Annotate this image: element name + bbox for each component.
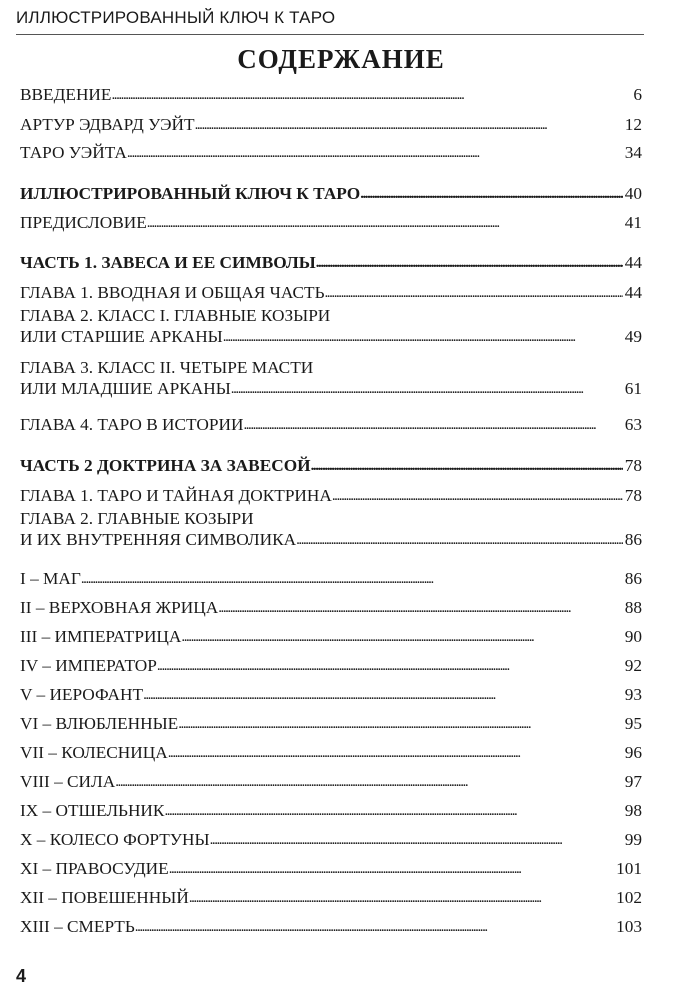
toc-entry[interactable] bbox=[20, 621, 642, 650]
toc-entry-page: 41 bbox=[624, 213, 642, 232]
toc-entry[interactable] bbox=[20, 592, 642, 621]
toc-entry-part[interactable] bbox=[20, 246, 642, 276]
toc-entry-title: ВВЕДЕНИЕ bbox=[20, 85, 112, 104]
dot-leader bbox=[195, 111, 623, 138]
toc-entry[interactable] bbox=[20, 824, 642, 853]
toc-entry-page: 103 bbox=[616, 917, 642, 936]
toc-entry-page: 78 bbox=[624, 486, 642, 505]
toc-entry[interactable] bbox=[20, 358, 642, 410]
toc-entry[interactable] bbox=[20, 479, 642, 509]
toc-entry-page: 12 bbox=[624, 115, 642, 134]
dot-leader bbox=[127, 139, 623, 166]
dot-leader bbox=[223, 325, 623, 348]
toc-entry-page: 78 bbox=[624, 456, 642, 475]
toc-entry[interactable] bbox=[20, 108, 642, 138]
toc-entry[interactable] bbox=[20, 650, 642, 679]
toc-entry-title: VIII – СИЛА bbox=[20, 772, 116, 791]
toc-entry-section[interactable] bbox=[20, 177, 642, 207]
dot-leader bbox=[168, 739, 623, 766]
toc-entry[interactable] bbox=[20, 410, 642, 438]
toc-entry-page: 88 bbox=[624, 598, 642, 617]
toc-entry-title: ПРЕДИСЛОВИЕ bbox=[20, 213, 147, 232]
dot-leader bbox=[360, 180, 623, 207]
toc-entry-page: 97 bbox=[624, 772, 642, 791]
toc-entry-title: X – КОЛЕСО ФОРТУНЫ bbox=[20, 830, 210, 849]
toc-entry-title: II – ВЕРХОВНАЯ ЖРИЦА bbox=[20, 598, 219, 617]
dot-leader bbox=[143, 681, 623, 708]
toc-entry[interactable] bbox=[20, 509, 642, 563]
toc-entry[interactable] bbox=[20, 911, 642, 940]
toc-entry[interactable] bbox=[20, 708, 642, 737]
toc-entry[interactable] bbox=[20, 853, 642, 882]
table-of-contents bbox=[20, 82, 642, 940]
toc-entry-page: 102 bbox=[616, 888, 642, 907]
toc-entry-page: 44 bbox=[624, 253, 642, 272]
dot-leader bbox=[81, 565, 623, 592]
toc-entry-page: 6 bbox=[633, 85, 642, 104]
toc-entry-title-line1: ГЛАВА 2. ГЛАВНЫЕ КОЗЫРИ bbox=[20, 509, 254, 528]
dot-leader bbox=[189, 884, 614, 911]
dot-leader bbox=[218, 594, 623, 621]
toc-entry[interactable] bbox=[20, 679, 642, 708]
dot-leader bbox=[181, 623, 622, 650]
page-number: 4 bbox=[16, 966, 27, 986]
toc-entry[interactable] bbox=[20, 795, 642, 824]
dot-leader bbox=[296, 528, 623, 551]
toc-entry-page: 98 bbox=[624, 801, 642, 820]
toc-entry-title-line1: ГЛАВА 2. КЛАСС I. ГЛАВНЫЕ КОЗЫРИ bbox=[20, 306, 331, 325]
toc-entry[interactable] bbox=[20, 82, 642, 108]
toc-entry[interactable] bbox=[20, 882, 642, 911]
toc-entry-page: 92 bbox=[624, 656, 642, 675]
toc-entry-page: 101 bbox=[616, 859, 642, 878]
toc-entry[interactable] bbox=[20, 766, 642, 795]
toc-entry-title: ИЛИ МЛАДШИЕ АРКАНЫ bbox=[20, 379, 231, 398]
toc-entry-part[interactable] bbox=[20, 449, 642, 479]
toc-entry-title: VI – ВЛЮБЛЕННЫЕ bbox=[20, 714, 179, 733]
running-head-title: ИЛЛЮСТРИРОВАННЫЙ КЛЮЧ К ТАРО bbox=[16, 8, 336, 27]
dot-leader bbox=[316, 249, 623, 276]
toc-entry-title: IX – ОТШЕЛЬНИК bbox=[20, 801, 165, 820]
toc-entry[interactable] bbox=[20, 138, 642, 166]
toc-entry[interactable] bbox=[20, 306, 642, 358]
toc-entry-title: И ИХ ВНУТРЕННЯЯ СИМВОЛИКА bbox=[20, 530, 297, 549]
toc-entry-title: АРТУР ЭДВАРД УЭЙТ bbox=[20, 115, 195, 134]
toc-entry-page: 86 bbox=[624, 530, 642, 549]
header-rule bbox=[16, 34, 644, 35]
dot-leader bbox=[111, 81, 631, 108]
toc-entry-title-line1: ГЛАВА 3. КЛАСС II. ЧЕТЫРЕ МАСТИ bbox=[20, 358, 314, 377]
dot-leader bbox=[332, 482, 623, 509]
dot-leader bbox=[325, 279, 623, 306]
dot-leader bbox=[157, 652, 623, 679]
toc-entry[interactable] bbox=[20, 737, 642, 766]
toc-entry-title: VII – КОЛЕСНИЦА bbox=[20, 743, 168, 762]
toc-entry-page: 90 bbox=[624, 627, 642, 646]
toc-entry-page: 96 bbox=[624, 743, 642, 762]
toc-entry-title: ГЛАВА 1. ТАРО И ТАЙНАЯ ДОКТРИНА bbox=[20, 486, 332, 505]
toc-entry[interactable] bbox=[20, 563, 642, 592]
toc-entry-title: ИЛИ СТАРШИЕ АРКАНЫ bbox=[20, 327, 223, 346]
toc-entry-page: 40 bbox=[624, 184, 642, 203]
toc-entry-page: 99 bbox=[624, 830, 642, 849]
toc-entry[interactable] bbox=[20, 276, 642, 306]
dot-leader bbox=[231, 377, 623, 400]
toc-entry-title: I – МАГ bbox=[20, 569, 81, 588]
toc-entry-title: III – ИМПЕРАТРИЦА bbox=[20, 627, 182, 646]
toc-entry-page: 49 bbox=[624, 327, 642, 346]
toc-entry-title: XI – ПРАВОСУДИЕ bbox=[20, 859, 169, 878]
dot-leader bbox=[169, 855, 614, 882]
dot-leader bbox=[164, 797, 622, 824]
dot-leader bbox=[147, 209, 623, 236]
toc-entry-title: ЧАСТЬ 1. ЗАВЕСА И ЕЕ СИМВОЛЫ bbox=[20, 253, 316, 272]
toc-entry-title: ТАРО УЭЙТА bbox=[20, 143, 127, 162]
toc-entry-title: ГЛАВА 1. ВВОДНАЯ И ОБЩАЯ ЧАСТЬ bbox=[20, 283, 325, 302]
toc-entry-page: 34 bbox=[624, 143, 642, 162]
toc-entry-title: ИЛЛЮСТРИРОВАННЫЙ КЛЮЧ К ТАРО bbox=[20, 184, 361, 203]
page-title: СОДЕРЖАНИЕ bbox=[237, 44, 445, 74]
toc-entry-page: 95 bbox=[624, 714, 642, 733]
toc-entry-page: 63 bbox=[624, 415, 642, 434]
toc-entry[interactable] bbox=[20, 207, 642, 236]
toc-entry-title: ГЛАВА 4. ТАРО В ИСТОРИИ bbox=[20, 415, 244, 434]
toc-entry-title: XII – ПОВЕШЕННЫЙ bbox=[20, 888, 189, 907]
toc-entry-title: IV – ИМПЕРАТОР bbox=[20, 656, 157, 675]
dot-leader bbox=[311, 452, 623, 479]
toc-entry-page: 86 bbox=[624, 569, 642, 588]
toc-entry-title: V – ИЕРОФАНТ bbox=[20, 685, 144, 704]
dot-leader bbox=[178, 710, 622, 737]
toc-entry-title: ЧАСТЬ 2 ДОКТРИНА ЗА ЗАВЕСОЙ bbox=[20, 456, 311, 475]
dot-leader bbox=[135, 913, 614, 940]
toc-entry-page: 61 bbox=[624, 379, 642, 398]
dot-leader bbox=[115, 768, 622, 795]
dot-leader bbox=[210, 826, 623, 853]
dot-leader bbox=[243, 411, 622, 438]
toc-entry-title: XIII – СМЕРТЬ bbox=[20, 917, 135, 936]
toc-entry-page: 44 bbox=[624, 283, 642, 302]
toc-entry-page: 93 bbox=[624, 685, 642, 704]
